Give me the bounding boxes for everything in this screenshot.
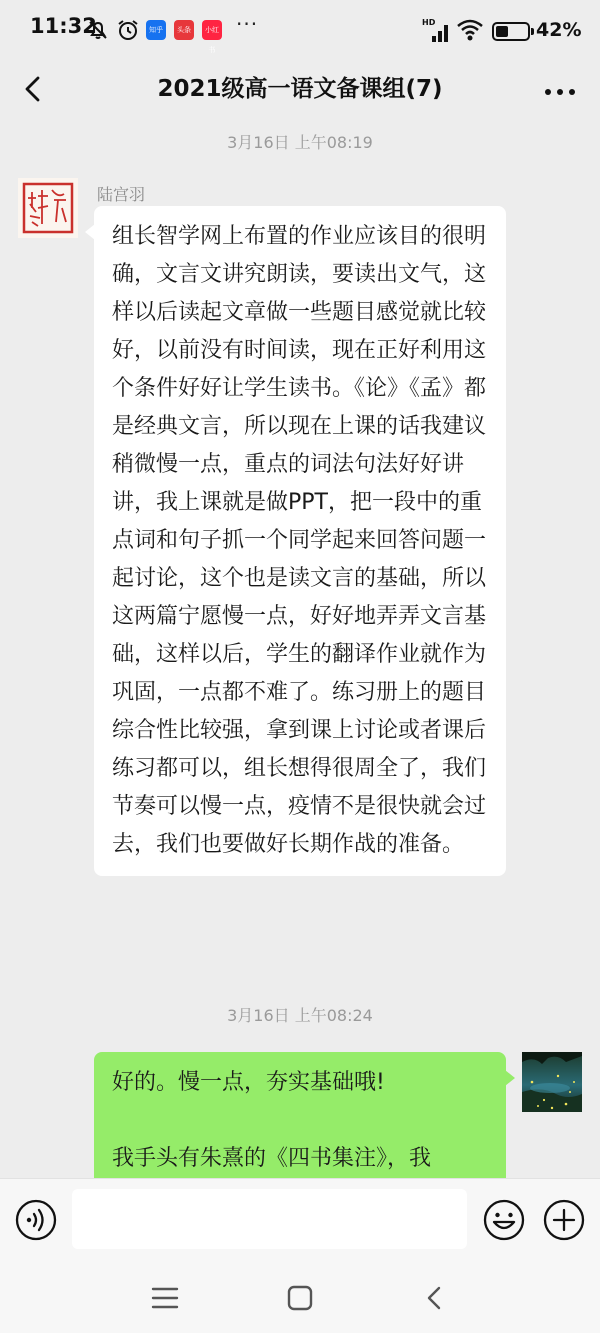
status-time: 11:32 (30, 14, 97, 38)
emoji-icon[interactable] (482, 1198, 526, 1242)
home-icon[interactable] (282, 1280, 318, 1316)
input-bar (0, 1178, 600, 1260)
battery-level (496, 26, 508, 37)
svg-text:HD: HD (422, 18, 436, 27)
signal-icon (422, 16, 452, 44)
sender-name: 陆宫羽 (97, 185, 146, 204)
zhihu-badge: 知乎 (146, 20, 166, 40)
chat-title: 2021级高一语文备课组(7) (157, 76, 443, 102)
chat-header (0, 62, 600, 120)
back-button[interactable] (16, 70, 56, 110)
more-button[interactable] (540, 72, 580, 112)
alarm-icon (116, 18, 140, 42)
battery-icon (492, 22, 530, 41)
battery-percent: 42% (536, 19, 582, 41)
muted-bell-icon (86, 18, 110, 42)
outgoing-message-bubble[interactable]: 好的。慢一点，夯实基础哦! 我手头有朱熹的《四书集注》，我 (94, 1052, 506, 1212)
system-nav-bar (0, 1260, 600, 1333)
status-bar (0, 0, 600, 62)
toutiao-badge: 头条 (174, 20, 194, 40)
back-icon[interactable] (417, 1280, 453, 1316)
xiaohongshu-badge: 小红书 (202, 20, 222, 40)
voice-icon[interactable] (14, 1198, 58, 1242)
wifi-icon (456, 18, 484, 42)
chat-area[interactable] (0, 120, 600, 1178)
message-timestamp: 3月16日 上午08:24 (227, 1006, 373, 1025)
seal-avatar-icon (18, 178, 78, 238)
message-input[interactable] (72, 1189, 467, 1249)
plus-icon[interactable] (542, 1198, 586, 1242)
incoming-message-bubble[interactable]: 组长智学网上布置的作业应该目的很明确，文言文讲究朗读，要读出文气，这样以后读起文章做一些题目感觉就比较好，以前没有时间读，现在正好利用这个条件好好让学生读书。《论》《孟》都是经典文言，所以现在上课的话我建议稍微慢一点，重点的词法句法好好讲讲，我上课就是做PPT，把一段中的重点词和句子抓一个同学起来回答问题一起讨论，这个也是读文言的基础，所以这两篇宁愿慢一点，好好地弄弄文言基础，这样以后，学生的翻译作业就作为巩固，一点都不难了。练习册上的题目综合性比较强，拿到课上讨论或者课后练习都可以，组长想得很周全了，我们节奏可以慢一点，疫情不是很快就会过去，我们也要做好长期作战的准备。 (94, 206, 506, 876)
sender-avatar[interactable] (18, 178, 78, 238)
menu-icon[interactable] (147, 1280, 183, 1316)
night-forest-avatar-icon (522, 1052, 582, 1112)
my-avatar[interactable] (522, 1052, 582, 1112)
message-timestamp: 3月16日 上午08:19 (227, 133, 373, 152)
more-notifications: ··· (236, 12, 259, 36)
